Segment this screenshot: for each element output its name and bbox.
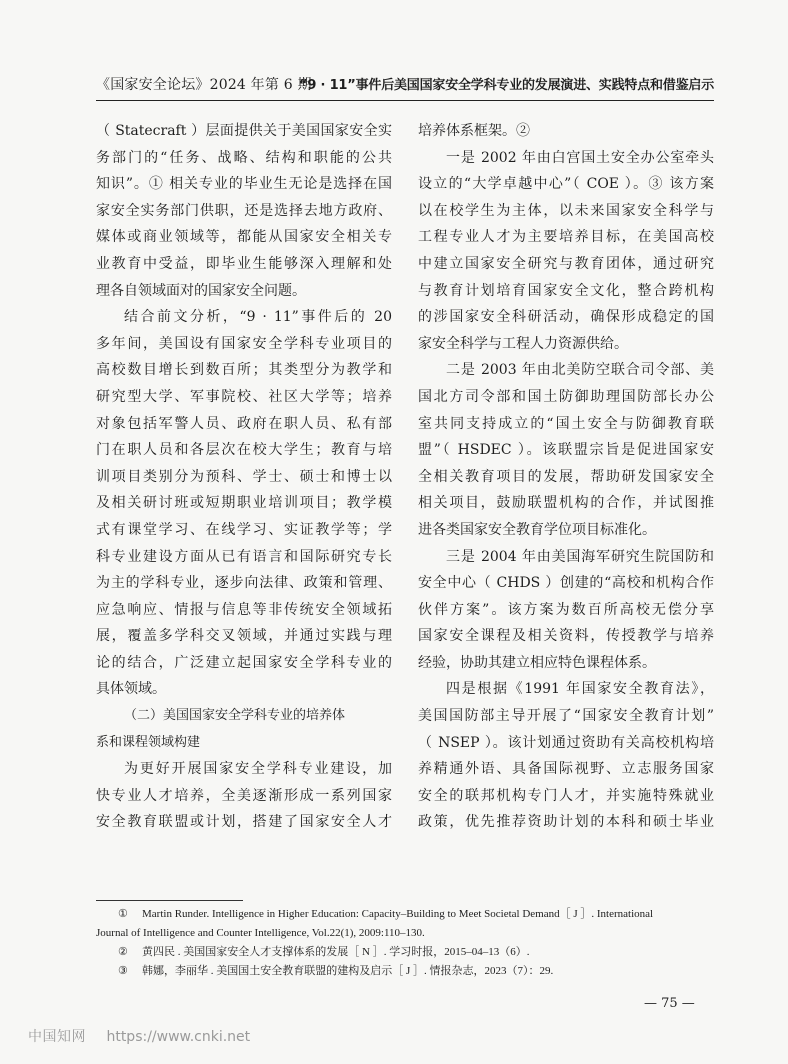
text-line: 中建立国家安全研究与教育团体，通过研究: [418, 255, 714, 272]
text-line: 伙伴方案”。该方案为数百所高校无偿分享: [418, 601, 714, 618]
text-line: 家安全实务部门供职，还是选择去地方政府、: [96, 202, 392, 219]
left-column: [96, 118, 392, 836]
text-line: （二）美国国家安全学科专业的培养体: [124, 708, 346, 724]
text-line: 展，覆盖多学科交叉领域，并通过实践与理: [96, 628, 392, 645]
watermark-url: https://www.cnki.net: [106, 1029, 251, 1045]
article-title: “9 · 11”事件后美国国家安全学科专业的发展演进、实践特点和借鉴启示: [298, 78, 714, 93]
text-line: 全相关教育项目的发展，帮助研发国家安全: [418, 468, 714, 485]
text-line: 系和课程领域构建: [96, 734, 201, 750]
text-line: 科专业建设方面从已有语言和国际研究专长: [96, 548, 392, 565]
text-line: 知识”。① 相关专业的毕业生无论是选择在国: [96, 176, 392, 193]
text-line: 设立的“大学卓越中心”（ COE ）。③ 该方案: [418, 176, 714, 193]
text-line: 应急响应、情报与信息等非传统安全领域拓: [96, 601, 392, 618]
footnote-number: ②: [118, 946, 128, 958]
text-line: 工程专业人才为主要培养目标，在美国高校: [418, 229, 714, 246]
footnote-item: [96, 962, 714, 981]
text-line: 业教育中受益，即毕业生能够深入理解和处: [96, 255, 392, 272]
text-line: 与教育计划培育国家安全文化，整合跨机构: [418, 282, 714, 299]
footnote-text: 韩娜，李丽华 . 美国国土安全教育联盟的建构及启示［ J ］. 情报杂志，2023（7）：29.: [142, 965, 554, 977]
footnote-text: Journal of Intelligence and Counter Intelligence, Vol.22(1), 2009:110–130.: [96, 927, 425, 939]
text-line: 三是 2004 年由美国海军研究生院国防和: [446, 548, 714, 565]
text-line: 国北方司令部和国土防御助理国防部长办公: [418, 388, 714, 405]
text-line: 美国国防部主导开展了“国家安全教育计划”: [418, 708, 714, 725]
text-line: 多年间，美国设有国家安全学科专业项目的: [96, 335, 392, 352]
text-line: 盟”（ HSDEC ）。该联盟宗旨是促进国家安: [418, 442, 714, 459]
footnote-text: Martin Runder. Intelligence in Higher Education: Capacity–Building to Meet Societal Demand［ J ］. International: [142, 908, 654, 920]
text-line: 室共同支持成立的“国土安全与防御教育联: [418, 415, 714, 432]
footnote-rule: [96, 900, 243, 901]
text-line: 一是 2002 年由白宫国土安全办公室牵头: [446, 149, 714, 166]
text-line: 式有课堂学习、在线学习、实证教学等；学: [96, 521, 392, 538]
text-line: 培养体系框架。②: [418, 123, 530, 139]
text-line: 对象包括军警人员、政府在职人员、私有部: [96, 415, 392, 432]
text-line: 研究型大学、军事院校、社区大学等；培养: [96, 388, 392, 405]
text-line: 二是 2003 年由北美防空联合司令部、美: [446, 362, 714, 379]
text-line: 以在校学生为主体，以未来国家安全科学与: [418, 202, 714, 219]
footnote-item: [96, 924, 714, 943]
text-line: 媒体或商业领域等，都能从国家安全相关专: [96, 229, 392, 246]
text-line: 安全的联邦机构专门人才，并实施特殊就业: [418, 787, 714, 804]
text-line: 务部门的“任务、战略、结构和职能的公共: [96, 149, 392, 166]
journal-issue: 《国家安全论坛》2024 年第 6 期: [96, 77, 312, 93]
text-line: 理各自领域面对的国家安全问题。: [96, 282, 306, 299]
running-header: [96, 66, 714, 102]
footnote-text: 黄四民 . 美国国家安全人才支撑体系的发展［ N ］. 学习时报，2015–04–13（6）.: [142, 946, 530, 958]
footnote-number: ③: [118, 965, 128, 977]
text-line: 门在职人员和各层次在校大学生；教育与培: [96, 442, 392, 459]
text-line: 相关项目，鼓励联盟机构的合作，并试图推: [418, 495, 714, 512]
page-number: — 75 —: [644, 996, 695, 1011]
footnote-item: [96, 943, 714, 962]
text-line: 国家安全课程及相关资料，传授教学与培养: [418, 628, 714, 645]
text-line: 安全教育联盟或计划，搭建了国家安全人才: [96, 814, 392, 831]
text-line: 进各类国家安全教育学位项目标准化。: [418, 521, 656, 538]
text-line: 及相关研讨班或短期职业培训项目；教学模: [96, 495, 392, 512]
footnote-number: ①: [118, 908, 128, 920]
text-line: 经验，协助其建立相应特色课程体系。: [418, 654, 656, 671]
text-line: （ Statecraft ）层面提供关于美国国家安全实: [96, 123, 392, 139]
watermark-site-name: 中国知网: [28, 1029, 86, 1045]
cnki-watermark: [28, 1026, 250, 1046]
text-line: 为主的学科专业，逐步向法律、政策和管理、: [96, 575, 392, 592]
footnotes: [96, 905, 714, 981]
text-line: 政策，优先推荐资助计划的本科和硕士毕业: [418, 814, 714, 831]
text-line: 家安全科学与工程人力资源供给。: [418, 335, 628, 352]
footnote-item: [96, 905, 714, 924]
text-line: 结合前文分析，“9 · 11”事件后的 20: [124, 309, 392, 326]
text-line: 为更好开展国家安全学科专业建设，加: [124, 761, 392, 778]
text-line: 四是根据《1991 年国家安全教育法》，: [446, 681, 714, 698]
text-line: 养精通外语、具备国际视野、立志服务国家: [418, 761, 714, 778]
right-column: [418, 118, 714, 836]
text-line: 安全中心（ CHDS ）创建的“高校和机构合作: [418, 575, 714, 592]
text-line: 论的结合，广泛建立起国家安全学科专业的: [96, 654, 392, 671]
text-line: 快专业人才培养，全美逐渐形成一系列国家: [96, 787, 392, 804]
text-line: 的涉国家安全科研活动，确保形成稳定的国: [418, 309, 714, 326]
text-line: （ NSEP ）。该计划通过资助有关高校机构培: [418, 734, 714, 751]
text-line: 具体领域。: [96, 681, 166, 698]
text-line: 高校数目增长到数百所；其类型分为教学和: [96, 362, 392, 379]
text-line: 训项目类别分为预科、学士、硕士和博士以: [96, 468, 392, 485]
header-rule: [96, 100, 714, 101]
